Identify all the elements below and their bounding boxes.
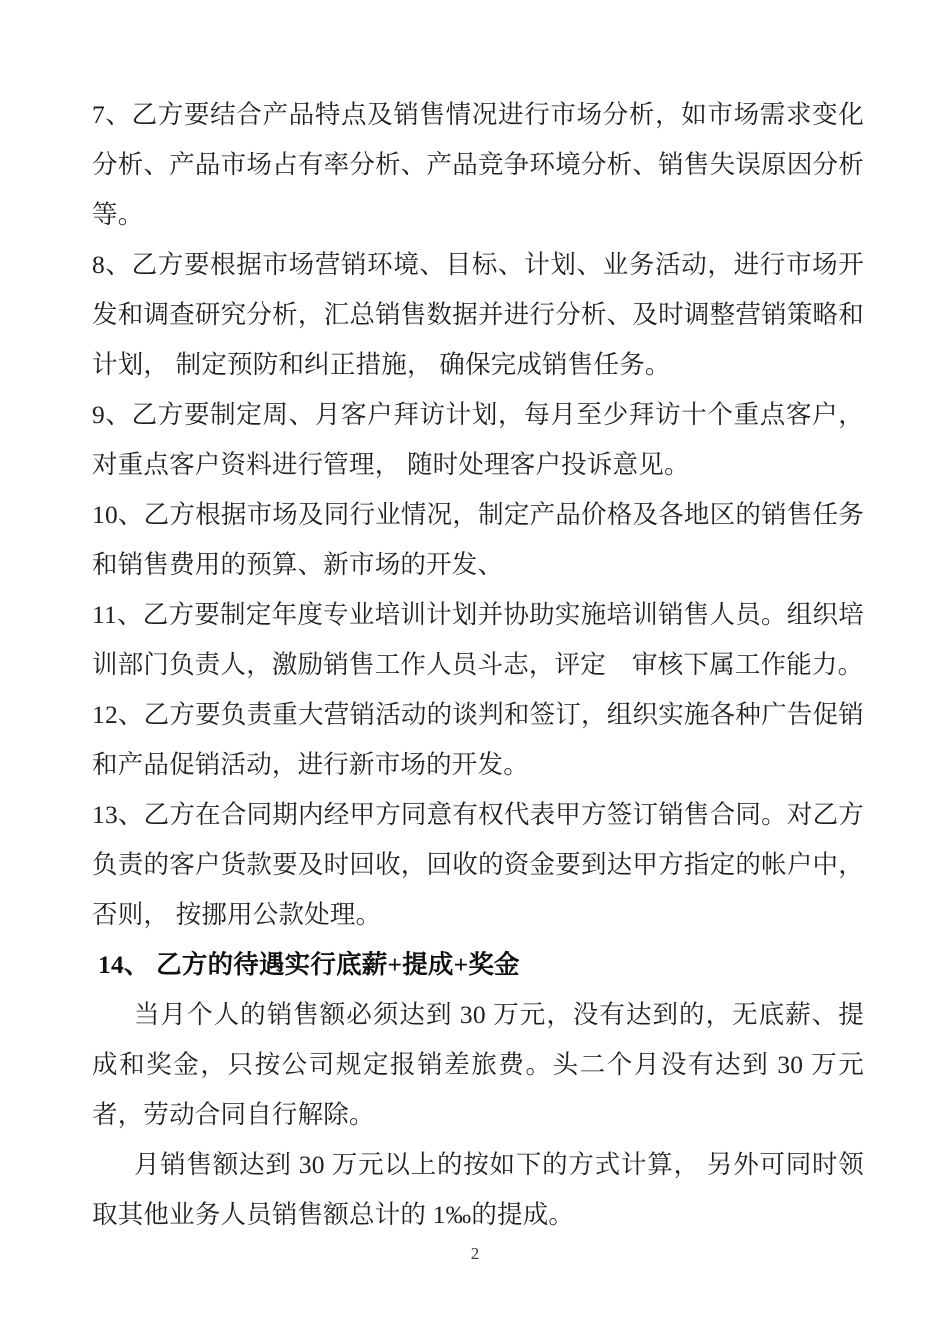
paragraph-item-9: 9、乙方要制定周、月客户拜访计划，每月至少拜访十个重点客户，对重点客户资料进行管理， 随时处理客户投诉意见。 [92,400,864,479]
page-number: 2 [470,1244,480,1263]
paragraph-item-8: 8、乙方要根据市场营销环境、目标、计划、业务活动，进行市场开发和调查研究分析，汇总销售数据并进行分析、及时调整营销策略和计划， 制定预防和纠正措施， 确保完成销售任务。 [92,250,864,379]
document-body [92,90,864,1240]
paragraph-item-12: 12、乙方要负责重大营销活动的谈判和签订，组织实施各种广告促销和产品促销活动，进行新市场的开发。 [92,700,864,779]
paragraph-item-11-part-1: 11、乙方要制定年度专业培训计划并协助实施培训销售人员。组织培训部门负责人，激励销售工作人员斗志，评定 [92,600,864,679]
paragraph-item-14: 14、 乙方的待遇实行底薪+提成+奖金 [98,950,520,979]
paragraph-item-11-part-2: 审核下属工作能力。 [632,650,864,679]
paragraph-item-7: 7、乙方要结合产品特点及销售情况进行市场分析，如市场需求变化分析、产品市场占有率分析、产品竞争环境分析、销售失误原因分析等。 [92,100,864,229]
paragraph-item-11 [92,590,864,690]
paragraph-body-2: 月销售额达到 30 万元以上的按如下的方式计算， 另外可同时领取其他业务人员销售额总计的 1‰的提成。 [92,1150,864,1229]
paragraph-body-1: 当月个人的销售额必须达到 30 万元，没有达到的，无底薪、提成和奖金，只按公司规定报销差旅费。头二个月没有达到 30 万元者，劳动合同自行解除。 [92,1000,864,1129]
paragraph-item-13: 13、乙方在合同期内经甲方同意有权代表甲方签订销售合同。对乙方负责的客户货款要及时回收，回收的资金要到达甲方指定的帐户中，否则， 按挪用公款处理。 [92,800,864,929]
paragraph-item-10: 10、乙方根据市场及同行业情况，制定产品价格及各地区的销售任务和销售费用的预算、新市场的开发、 [92,500,864,579]
